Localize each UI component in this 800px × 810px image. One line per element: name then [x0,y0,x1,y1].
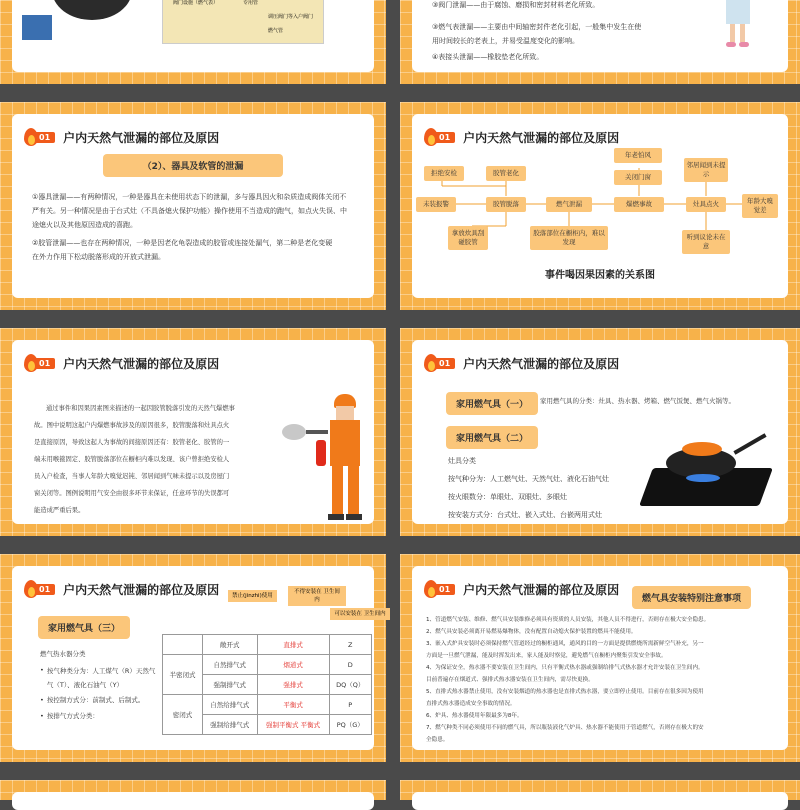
paragraph-line: 在外力作用下松动脱落形成的开放式泄漏。 [32,253,165,261]
slide-title: 户内天然气泄漏的部位及原因 [63,356,220,371]
section-number: 01 [34,132,55,143]
appliance-pill-2: 家用燃气具（二） [446,426,538,449]
callout-banned: 禁止(jinzhi)使用 [228,590,277,602]
list-line: 用时间较长的老表上，并易受温度变化的影响。 [432,37,579,45]
note-line: 1、管道燃气安装、维修、燃气具安装维修必须具有资质的人员安装，其他人员不得进行，否则存在极大安全隐患。 [426,617,710,623]
slide-card [12,0,374,72]
section-number: 01 [434,358,455,369]
stove-item: 按火眼数分：单眼灶、双眼灶、多眼灶 [448,493,567,501]
note-line: 方面是一旦燃气泄漏，能及时挥发出来，家人能及时察觉，避免燃气在橱柜内聚集引发安全事故。 [426,653,667,659]
paragraph-line: 端未用喉箍固定、胶管脱落部位在橱柜内难以发现、该户曾拒绝安检人 [34,456,230,463]
table-row: 敞开式 直排式 Z [163,635,372,655]
gas-pipe-diagram [162,0,324,44]
paragraph-line: 严有关。另一种情况是由于台式灶（不具备熄火保护功能）操作使用不当造成的跑气，如点火失误、中 [32,207,347,215]
flow-node: 听到议论未在意 [682,230,730,254]
flow-node: 胶落部位在橱柜内，难以发现 [530,226,608,250]
slide-header [22,352,219,374]
appliance-pill-3: 家用燃气具（三） [38,616,130,639]
slide-header [22,578,219,600]
stove-subtitle: 灶具分类 [448,457,476,465]
slide-bottom-left[interactable] [0,780,386,800]
slide-devices-leak[interactable] [0,102,386,310]
flow-node: 爆燃事故 [614,197,664,212]
paragraph-line: ①器具泄漏——有两种情况，一种是器具在未使用状态下的泄漏，多与器具因火和杂质造成阀体关闭不 [32,193,347,201]
slide-cause-diagram[interactable] [400,102,800,310]
flame-icon [22,352,40,374]
note-line: 7、燃气种类不同必须使用不同的燃气具，所以瓶装液化气炉具、热水器不能使用于管道燃气，否则存在极大的安 [426,725,704,731]
section-number: 01 [34,584,55,595]
slide-title: 户内天然气泄漏的部位及原因 [463,582,620,597]
heater-item: • 按气种类分为：人工煤气（R）天然气气（T）、液化石油气（Y） [40,666,156,689]
slide-card [12,566,386,750]
firefighter-illustration [288,390,378,530]
cooking-pot-image [52,0,132,20]
note-line: 2、燃气具安装必须离开易燃易爆物体，没有配置自动熄火保护装置的燃具不能使用。 [426,629,637,635]
flame-icon [422,352,440,374]
slide-event-description[interactable] [0,328,386,536]
slide-appliances-1[interactable] [400,328,800,536]
flame-icon [422,578,440,600]
girl-illustration [718,0,758,48]
diagram-label: 调压阀门等 [268,14,294,20]
diagram-caption: 事件喝因果因素的关系图 [545,270,655,281]
diagram-label: 燃气管 [268,28,284,34]
flow-node: 燃气泄漏 [546,197,592,212]
heater-item: • 按排气方式分类： [40,712,99,720]
slide-header [22,126,219,148]
callout-bathroom-ok: 可以安装在 卫生间内 [330,608,390,620]
appliance-pill-1: 家用燃气具（一） [446,392,538,415]
section-pill: （2）、器具及软管的泄漏 [103,154,284,177]
slide-card [12,340,374,524]
note-line: 4、为保证安全，热水器不要安装在卫生间内，只有平衡式热水器或强制给排气式热水器才允许安装在卫生间内。 [426,665,704,671]
table-row: 强制排气式 强排式 DQ（Q） [163,675,372,695]
slide-header [422,578,619,600]
note-line: 3、嵌入式炉具安装时必须保持燃气管道经过的橱柜通风，通风的目的一方面是提供燃烧所需新鲜空气补充，另一 [426,641,704,647]
paragraph-line: 能造成严重后果。 [34,507,85,514]
gas-tanks-image [22,15,52,40]
flow-node: 未装报警 [416,197,456,212]
stove-item: 按安装方式分：台式灶、嵌入式灶、台嵌两用式灶 [448,511,602,519]
paragraph-line: 是直接原因，导致这起人为事故的间接原因还有：胶管老化、胶管的一 [34,439,230,446]
note-line: 5、直排式热水器禁止使用，没有安装烟道的热水器也是直排式热水器，要立即停止使用。目前存在很多因为使用 [426,689,704,695]
list-line: ③阀门泄漏——由于腐蚀、磨损和密封材料老化所致。 [432,1,600,9]
paragraph-line: 窗关闭等。图例说明用气安全由很多环节来保证，任意环节的失误都可 [34,490,230,497]
slide-top-left[interactable] [0,0,386,84]
flow-node: 胶管脱落 [486,197,526,212]
diagram-label: 专用管 [243,0,259,6]
note-line: 全隐患。 [426,737,449,743]
flow-node: 拿放炊具刮碰胶管 [448,226,488,250]
section-number: 01 [34,358,55,369]
slide-card [12,114,374,298]
slide-title: 户内天然气泄漏的部位及原因 [463,356,620,371]
note-line: 直排式热水器造成安全事故的情况。 [426,701,516,707]
table-row: 半密闭式 自然排气式 烟道式 D [163,655,372,675]
flow-node: 胶管老化 [486,166,526,181]
list-line: ③燃气表泄漏——主要由中间轴密封件老化引起，一般集中发生在使 [432,23,642,31]
paragraph-line: 故。图中说明这起户内爆燃事故涉及的原因很多，胶管脱落和灶具点火 [34,422,230,429]
slide-install-notes[interactable] [400,554,800,762]
table-row: 强制给排气式 强制平衡式 平衡式 PQ（G） [163,715,372,735]
flow-node: 年龄大嗅觉差 [742,194,778,218]
table-row: 密闭式 自然给排气式 平衡式 P [163,695,372,715]
list-line: ④表接头泄漏——橡胶垫老化所致。 [432,53,544,61]
paragraph-line: 途熄火以及其他原因造成的喜跑。 [32,221,137,229]
slide-header [422,352,619,374]
flame-icon [22,578,40,600]
slide-title: 户内天然气泄漏的部位及原因 [63,582,220,597]
slide-card [412,340,788,524]
note-line: 目前普遍存在烟道式、强排式热水器安装在卫生间内，需尽快更换。 [426,677,594,683]
paragraph-line: 员入户检查，当事人年龄大嗅觉迟钝、邻居闻到气味未提示以及房屋门 [34,473,230,480]
section-number: 01 [434,584,455,595]
slide-appliances-3[interactable] [0,554,386,762]
paragraph-line: 通过事件和因果因素图来描述的一起因胶管脱落引发的天然气爆燃事 [46,405,235,412]
slide-title: 户内天然气泄漏的部位及原因 [463,130,620,145]
slide-card [412,114,788,298]
diagram-label: 阀门设施（燃气表） [173,0,219,6]
appliance-desc: 家用燃气具的分类：灶具、热水器、烤箱、燃气饭煲、燃气火锅等。 [540,397,735,405]
flow-node: 灶具点火 [686,197,726,212]
flow-node: 邻居闻到未提示 [684,158,728,182]
slide-card [412,0,788,72]
note-line: 6、炉具、热水器使用年限最多为8年。 [426,713,523,719]
paragraph-line: ②胶管泄漏——也存在两种情况，一种是因老化龟裂造成的胶管或连接处漏气，第二种是老化变硬 [32,239,333,247]
slide-top-right[interactable] [400,0,800,84]
section-number: 01 [434,132,455,143]
heater-item: • 按控制方式分：前制式、后制式。 [40,696,145,704]
heater-subtitle: 燃气热水器分类 [40,650,86,658]
install-notes-pill: 燃气具安装特别注意事项 [632,586,751,609]
callout-no-bathroom: 不得安装在 卫生间内 [288,586,346,606]
slide-bottom-right[interactable] [400,780,800,800]
flow-node: 年老怕风 [614,148,662,163]
diagram-label: 入户阀门 [293,14,314,20]
flow-node: 关闭门窗 [614,170,662,185]
slide-title: 户内天然气泄漏的部位及原因 [63,130,220,145]
flow-node: 拒绝安检 [424,166,464,181]
flame-icon [22,126,40,148]
heater-type-table [162,634,372,735]
slide-card [412,566,788,750]
stove-image [642,428,772,514]
stove-item: 按气种分为：人工燃气灶、天然气灶、液化石油气灶 [448,475,609,483]
